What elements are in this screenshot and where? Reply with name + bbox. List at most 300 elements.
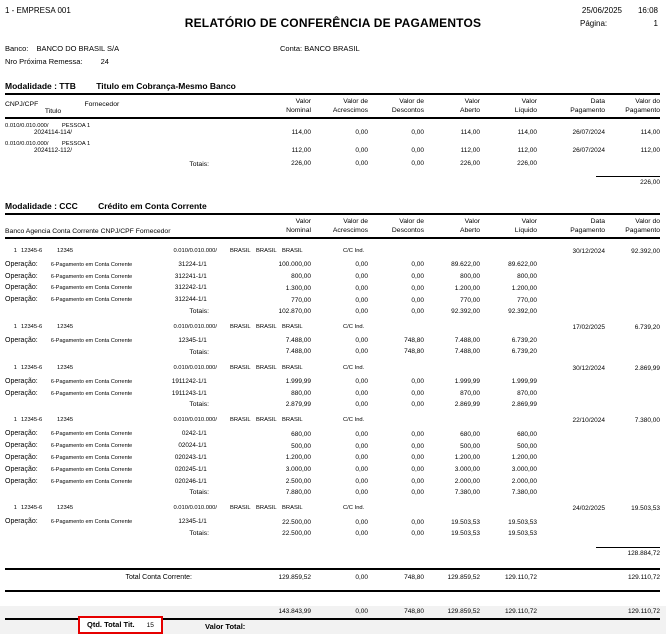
operacao-tipo: 6-Pagamento em Conta Corrente — [50, 519, 133, 526]
cell-acrescimos: 0,00 — [355, 442, 368, 450]
cell-aberto: 870,00 — [460, 389, 480, 397]
operacao-label: Operação: — [5, 518, 38, 526]
ccc-group — [5, 248, 660, 315]
totals-label: Totais: — [189, 489, 209, 497]
cell-acrescimos: 0,00 — [355, 296, 368, 304]
totals-label: Totais: — [189, 348, 209, 356]
operacao-tipo: 6-Pagamento em Conta Corrente — [50, 273, 133, 280]
cell-valor-pagamento: 114,00 — [640, 129, 660, 137]
group-cc-type: C/C Ind. — [343, 505, 365, 512]
cell-fornecedor: PESSOA 1 — [61, 140, 91, 147]
total-aberto: 19.503,53 — [451, 529, 480, 537]
company-name: 1 - EMPRESA 001 — [5, 6, 71, 15]
operacao-row — [5, 478, 660, 486]
total-descontos: 0,00 — [411, 488, 424, 496]
operacao-label: Operação: — [5, 430, 38, 438]
operacao-row — [5, 273, 660, 281]
cell-titulo: 2024112-112/ — [34, 146, 72, 154]
ccc-payment-subtotal: 128.884,72 — [5, 542, 660, 560]
operacao-doc: 312244-1/1 — [174, 296, 207, 304]
group-conta: 12345 — [57, 505, 74, 512]
ttb-section-heading — [5, 81, 660, 95]
cell-descontos: 0,00 — [411, 477, 424, 485]
group-agencia: 12345-6 — [21, 364, 43, 371]
group-valor-pagamento: 6.739,20 — [634, 324, 660, 332]
group-cc-type: C/C Ind. — [343, 417, 365, 424]
grand-total-row — [5, 592, 660, 632]
cell-aberto: 770,00 — [460, 296, 480, 304]
group-agencia: 12345-6 — [21, 417, 43, 424]
operacao-doc: 12345-1/1 — [178, 337, 207, 345]
group-data-pagamento: 22/10/2024 — [572, 417, 605, 425]
operacao-row — [5, 284, 660, 292]
numeric-column-header: Valor de Descontos — [391, 98, 424, 115]
ccc-group-header — [5, 248, 660, 257]
total-descontos: 0,00 — [411, 307, 424, 315]
total-liquido: 7.380,00 — [511, 488, 537, 496]
grand-acrescimos: 0,00 — [355, 607, 368, 615]
numeric-column-header: Valor Líquido — [514, 217, 537, 234]
total-aberto: 7.380,00 — [454, 488, 480, 496]
report-date: 25/06/2025 — [581, 6, 622, 15]
operacao-tipo: 6-Pagamento em Conta Corrente — [50, 338, 133, 345]
cell-aberto: 1.200,00 — [454, 284, 480, 292]
operacao-doc: 12345-1/1 — [178, 518, 207, 526]
group-cc-type: C/C Ind. — [343, 324, 365, 331]
group-cnpj: 0.010/0.010.000/ — [173, 324, 217, 331]
operacao-doc: 31224-1/1 — [178, 260, 207, 268]
group-cnpj: 0.010/0.010.000/ — [173, 364, 217, 371]
cell-liquido: 89.622,00 — [508, 261, 537, 269]
cell-descontos: 0,00 — [411, 466, 424, 474]
operacao-doc: 020243-1/1 — [174, 454, 207, 462]
ccc-group-header — [5, 417, 660, 426]
cell-acrescimos: 0,00 — [355, 389, 368, 397]
cell-aberto: 89.622,00 — [451, 261, 480, 269]
ttb-modalidade-label: Modalidade : TTB — [5, 81, 76, 91]
remessa-label: Nro Próxima Remessa: — [5, 57, 83, 66]
grand-nominal: 143.843,99 — [278, 607, 311, 615]
numeric-column-header: Valor de Descontos — [391, 217, 424, 234]
ccc-left-headers: Banco Agencia Conta Corrente CNPJ/CPF Fornecedor — [5, 227, 171, 235]
group-cc-type: C/C Ind. — [343, 247, 365, 254]
cell-descontos: 0,00 — [411, 454, 424, 462]
operacao-tipo: 6-Pagamento em Conta Corrente — [50, 455, 133, 462]
cell-nominal: 22.500,00 — [282, 518, 311, 526]
cell-nominal: 114,00 — [291, 129, 311, 137]
totals-label: Totais: — [189, 401, 209, 409]
total-nominal: 2.879,99 — [285, 400, 311, 408]
group-totals-row — [5, 401, 660, 408]
group-cnpj: 0.010/0.010.000/ — [173, 417, 217, 424]
cell-descontos: 0,00 — [411, 129, 424, 137]
total-acrescimos: 0,00 — [355, 488, 368, 496]
operacao-doc: 0242-1/1 — [181, 430, 207, 438]
cell-liquido: 3.000,00 — [511, 466, 537, 474]
operacao-label: Operação: — [5, 442, 38, 450]
col-titulo: Titulo — [44, 108, 62, 116]
cell-aberto: 1.999,99 — [454, 378, 480, 386]
group-data-pagamento: 17/02/2025 — [572, 324, 605, 332]
cell-liquido: 19.503,53 — [508, 518, 537, 526]
ttb-left-headers — [5, 101, 236, 115]
cell-aberto: 800,00 — [460, 272, 480, 280]
group-data-pagamento: 24/02/2025 — [572, 505, 605, 513]
operacao-row — [5, 430, 660, 438]
total-nominal: 129.859,52 — [278, 573, 311, 581]
cell-aberto: 19.503,53 — [451, 518, 480, 526]
group-banco: 1 — [13, 247, 17, 254]
totals-label: Totais: — [189, 308, 209, 316]
ccc-group — [5, 417, 660, 496]
cell-nominal: 1.999,99 — [285, 378, 311, 386]
operacao-doc: 1911243-1/1 — [171, 389, 207, 397]
ccc-group-header — [5, 365, 660, 374]
cell-nominal: 2.500,00 — [285, 477, 311, 485]
operacao-row — [5, 337, 660, 345]
cell-acrescimos: 0,00 — [355, 261, 368, 269]
cell-acrescimos: 0,00 — [355, 284, 368, 292]
numeric-column-header: Valor de Acrescimos — [332, 98, 368, 115]
cell-acrescimos: 0,00 — [355, 272, 368, 280]
group-conta: 12345 — [57, 417, 74, 424]
numeric-column-header: Data Pagamento — [570, 217, 605, 234]
grand-total-section — [5, 592, 660, 632]
report-header — [5, 6, 658, 15]
ccc-group — [5, 324, 660, 356]
cell-acrescimos: 0,00 — [355, 129, 368, 137]
qtd-total-value: 15 — [146, 622, 154, 630]
cell-liquido: 112,00 — [517, 147, 537, 155]
cell-acrescimos: 0,00 — [355, 337, 368, 345]
group-cnpj: 0.010/0.010.000/ — [173, 505, 217, 512]
cell-descontos: 0,00 — [411, 518, 424, 526]
group-fornecedor: BRASIL BRASIL BRASIL — [230, 324, 303, 331]
total-acrescimos: 0,00 — [355, 400, 368, 408]
group-conta: 12345 — [57, 364, 74, 371]
cell-aberto: 2.000,00 — [454, 477, 480, 485]
group-cc-type: C/C Ind. — [343, 364, 365, 371]
group-cnpj: 0.010/0.010.000/ — [173, 247, 217, 254]
bank-info-row — [5, 44, 666, 54]
total-nominal: 7.880,00 — [285, 488, 311, 496]
total-nominal: 102.870,00 — [278, 307, 311, 315]
cell-nominal: 112,00 — [291, 147, 311, 155]
group-conta: 12345 — [57, 247, 74, 254]
col-fornecedor: Fornecedor — [84, 101, 120, 109]
cell-aberto: 114,00 — [460, 129, 480, 137]
operacao-row — [5, 390, 660, 398]
operacao-tipo: 6-Pagamento em Conta Corrente — [50, 478, 133, 485]
group-valor-pagamento: 92.392,00 — [631, 247, 660, 255]
cell-aberto: 1.200,00 — [454, 454, 480, 462]
cell-liquido: 1.999,99 — [511, 378, 537, 386]
group-valor-pagamento: 7.380,00 — [634, 417, 660, 425]
operacao-label: Operação: — [5, 260, 38, 268]
cell-nominal: 800,00 — [291, 272, 311, 280]
operacao-tipo: 6-Pagamento em Conta Corrente — [50, 297, 133, 304]
cell-data-pagamento: 26/07/2024 — [572, 147, 605, 155]
total-aberto: 129.859,52 — [447, 573, 480, 581]
total-descontos: 0,00 — [411, 529, 424, 537]
grand-descontos: 748,80 — [404, 607, 424, 615]
operacao-label: Operação: — [5, 337, 38, 345]
table-row — [5, 141, 660, 155]
cell-descontos: 0,00 — [411, 272, 424, 280]
ccc-section — [5, 201, 660, 561]
total-descontos: 0,00 — [411, 160, 424, 168]
ccc-modalidade-desc: Crédito em Conta Corrente — [98, 200, 207, 211]
cell-fornecedor: PESSOA 1 — [61, 123, 91, 130]
qtd-total-label: Qtd. Total Tit. — [87, 620, 135, 630]
group-totals-row — [5, 308, 660, 315]
operacao-doc: 02024-1/1 — [178, 442, 207, 450]
cell-descontos: 0,00 — [411, 389, 424, 397]
total-descontos: 748,80 — [404, 348, 424, 356]
operacao-label: Operação: — [5, 377, 38, 385]
total-aberto: 226,00 — [460, 160, 480, 168]
col-cnpj: CNPJ/CPF — [5, 101, 39, 109]
cell-descontos: 0,00 — [411, 147, 424, 155]
numeric-column-header: Valor do Pagamento — [625, 217, 660, 234]
total-nominal: 226,00 — [291, 160, 311, 168]
grand-aberto: 129.859,52 — [447, 607, 480, 615]
operacao-doc: 020245-1/1 — [174, 465, 207, 473]
table-row — [5, 123, 660, 137]
total-nominal: 22.500,00 — [282, 529, 311, 537]
group-fornecedor: BRASIL BRASIL BRASIL — [230, 417, 303, 424]
group-agencia: 12345-6 — [21, 324, 43, 331]
total-acrescimos: 0,00 — [355, 573, 368, 581]
operacao-row — [5, 296, 660, 304]
operacao-tipo: 6-Pagamento em Conta Corrente — [50, 466, 133, 473]
cell-aberto: 500,00 — [460, 442, 480, 450]
operacao-label: Operação: — [5, 296, 38, 304]
total-aberto: 7.488,00 — [454, 348, 480, 356]
cell-titulo: 2024114-114/ — [34, 129, 72, 137]
operacao-label: Operação: — [5, 465, 38, 473]
cell-nominal: 680,00 — [291, 430, 311, 438]
cell-acrescimos: 0,00 — [355, 518, 368, 526]
operacao-label: Operação: — [5, 272, 38, 280]
operacao-row — [5, 454, 660, 462]
ttb-payment-subtotal: 226,00 — [5, 171, 660, 189]
numeric-column-header: Valor Nominal — [286, 217, 311, 234]
page-number-value: 1 — [653, 19, 658, 28]
page-title: RELATÓRIO DE CONFERÊNCIA DE PAGAMENTOS — [184, 16, 482, 30]
cell-aberto: 112,00 — [460, 147, 480, 155]
cell-liquido: 680,00 — [517, 430, 537, 438]
cell-acrescimos: 0,00 — [355, 477, 368, 485]
page-number-label: Página: — [580, 19, 608, 28]
operacao-row — [5, 378, 660, 386]
operacao-doc: 312242-1/1 — [174, 284, 207, 292]
cell-descontos: 0,00 — [411, 378, 424, 386]
account-info — [280, 44, 360, 53]
cell-nominal: 1.300,00 — [285, 284, 311, 292]
cell-cnpj: 0.010/0.010.000/ — [5, 123, 49, 130]
total-acrescimos: 0,00 — [355, 529, 368, 537]
cell-acrescimos: 0,00 — [355, 430, 368, 438]
total-aberto: 2.869,99 — [454, 400, 480, 408]
ccc-column-headers — [5, 215, 660, 239]
total-liquido: 129.110,72 — [504, 573, 537, 581]
report-datetime — [582, 6, 658, 15]
operacao-label: Operação: — [5, 454, 38, 462]
total-liquido: 92.392,00 — [508, 307, 537, 315]
total-liquido: 6.739,20 — [511, 348, 537, 356]
bank-value: BANCO DO BRASIL S/A — [36, 44, 120, 53]
cell-liquido: 770,00 — [517, 296, 537, 304]
ttb-section — [5, 81, 660, 189]
grand-pagamento: 129.110,72 — [627, 607, 660, 615]
cell-descontos: 0,00 — [411, 261, 424, 269]
operacao-row — [5, 442, 660, 450]
group-valor-pagamento: 2.869,99 — [634, 364, 660, 372]
ttb-column-headers — [5, 95, 660, 119]
cell-aberto: 7.488,00 — [454, 337, 480, 345]
title-row — [0, 16, 666, 33]
total-conta-corrente-section — [5, 570, 660, 584]
operacao-tipo: 6-Pagamento em Conta Corrente — [50, 285, 133, 292]
numeric-column-header: Data Pagamento — [570, 98, 605, 115]
total-liquido: 19.503,53 — [508, 529, 537, 537]
ttb-modalidade-desc: Titulo em Cobrança-Mesmo Banco — [96, 81, 236, 91]
total-descontos: 0,00 — [411, 400, 424, 408]
cell-liquido: 800,00 — [517, 272, 537, 280]
numeric-column-header: Valor Nominal — [286, 98, 311, 115]
group-conta: 12345 — [57, 324, 74, 331]
page-number — [580, 19, 658, 28]
cell-descontos: 0,00 — [411, 430, 424, 438]
group-agencia: 12345-6 — [21, 505, 43, 512]
total-acrescimos: 0,00 — [355, 307, 368, 315]
operacao-doc: 020246-1/1 — [174, 477, 207, 485]
cell-descontos: 0,00 — [411, 442, 424, 450]
total-acrescimos: 0,00 — [355, 160, 368, 168]
cell-nominal: 100.000,00 — [278, 261, 311, 269]
cell-descontos: 0,00 — [411, 284, 424, 292]
total-descontos: 748,80 — [404, 573, 424, 581]
total-acrescimos: 0,00 — [355, 348, 368, 356]
numeric-column-header: Valor do Pagamento — [625, 98, 660, 115]
operacao-tipo: 6-Pagamento em Conta Corrente — [50, 378, 133, 385]
numeric-column-header: Valor de Acrescimos — [332, 217, 368, 234]
ccc-section-heading — [5, 201, 660, 215]
ccc-group-header — [5, 324, 660, 333]
group-totals-row — [5, 530, 660, 537]
total-conta-corrente-row — [5, 570, 660, 584]
group-totals-row — [5, 349, 660, 356]
operacao-label: Operação: — [5, 389, 38, 397]
cell-valor-pagamento: 112,00 — [640, 147, 660, 155]
group-banco: 1 — [13, 417, 17, 424]
cell-cnpj: 0.010/0.010.000/ — [5, 140, 49, 147]
operacao-row — [5, 466, 660, 474]
ccc-group-header — [5, 505, 660, 514]
cell-acrescimos: 0,00 — [355, 454, 368, 462]
cell-data-pagamento: 26/07/2024 — [572, 129, 605, 137]
group-banco: 1 — [13, 505, 17, 512]
cell-nominal: 880,00 — [291, 389, 311, 397]
operacao-doc: 1911242-1/1 — [171, 377, 207, 385]
cell-descontos: 748,80 — [404, 337, 424, 345]
cell-liquido: 870,00 — [517, 389, 537, 397]
remessa-value: 24 — [100, 57, 109, 66]
account-label: Conta: — [280, 44, 303, 53]
cell-nominal: 3.000,00 — [285, 466, 311, 474]
totals-label: Totais: — [189, 160, 209, 168]
group-fornecedor: BRASIL BRASIL BRASIL — [230, 505, 303, 512]
cell-nominal: 500,00 — [291, 442, 311, 450]
group-fornecedor: BRASIL BRASIL BRASIL — [230, 247, 303, 254]
cell-liquido: 114,00 — [517, 129, 537, 137]
total-aberto: 92.392,00 — [451, 307, 480, 315]
operacao-row — [5, 518, 660, 526]
remessa-info-row — [5, 57, 666, 66]
group-banco: 1 — [13, 364, 17, 371]
valor-total-label: Valor Total: — [205, 622, 246, 632]
cell-aberto: 3.000,00 — [454, 466, 480, 474]
total-pagamento: 129.110,72 — [627, 573, 660, 581]
numeric-column-header: Valor Aberto — [459, 217, 480, 234]
cell-acrescimos: 0,00 — [355, 147, 368, 155]
operacao-tipo: 6-Pagamento em Conta Corrente — [50, 261, 133, 268]
cell-liquido: 500,00 — [517, 442, 537, 450]
operacao-label: Operação: — [5, 284, 38, 292]
group-totals-row — [5, 489, 660, 496]
group-agencia: 12345-6 — [21, 247, 43, 254]
numeric-column-header: Valor Líquido — [514, 98, 537, 115]
numeric-column-header: Valor Aberto — [459, 98, 480, 115]
group-banco: 1 — [13, 324, 17, 331]
operacao-tipo: 6-Pagamento em Conta Corrente — [50, 390, 133, 397]
grand-liquido: 129.110,72 — [504, 607, 537, 615]
total-nominal: 7.488,00 — [285, 348, 311, 356]
cell-nominal: 770,00 — [291, 296, 311, 304]
cell-acrescimos: 0,00 — [355, 466, 368, 474]
ccc-group — [5, 365, 660, 409]
cell-liquido: 1.200,00 — [511, 284, 537, 292]
cell-nominal: 7.488,00 — [285, 337, 311, 345]
operacao-row — [5, 261, 660, 269]
total-liquido: 226,00 — [517, 160, 537, 168]
group-data-pagamento: 30/12/2024 — [572, 364, 605, 372]
bank-label: Banco: — [5, 44, 29, 53]
cell-liquido: 1.200,00 — [511, 454, 537, 462]
cell-liquido: 6.739,20 — [511, 337, 537, 345]
report-time: 16:08 — [637, 6, 658, 15]
total-cc-label: Total Conta Corrente: — [125, 574, 192, 582]
cell-aberto: 680,00 — [460, 430, 480, 438]
group-fornecedor: BRASIL BRASIL BRASIL — [230, 364, 303, 371]
group-data-pagamento: 30/12/2024 — [572, 247, 605, 255]
cell-nominal: 1.200,00 — [285, 454, 311, 462]
account-value: BANCO BRASIL — [304, 44, 360, 53]
operacao-label: Operação: — [5, 477, 38, 485]
operacao-tipo: 6-Pagamento em Conta Corrente — [50, 431, 133, 438]
ttb-totals-row — [5, 161, 660, 168]
totals-label: Totais: — [189, 530, 209, 538]
group-valor-pagamento: 19.503,53 — [631, 505, 660, 513]
qtd-total-highlight-box — [78, 616, 163, 634]
cell-liquido: 2.000,00 — [511, 477, 537, 485]
cell-acrescimos: 0,00 — [355, 378, 368, 386]
ccc-modalidade-label: Modalidade : CCC — [5, 200, 78, 211]
total-liquido: 2.869,99 — [511, 400, 537, 408]
cell-descontos: 0,00 — [411, 296, 424, 304]
ccc-group — [5, 505, 660, 537]
